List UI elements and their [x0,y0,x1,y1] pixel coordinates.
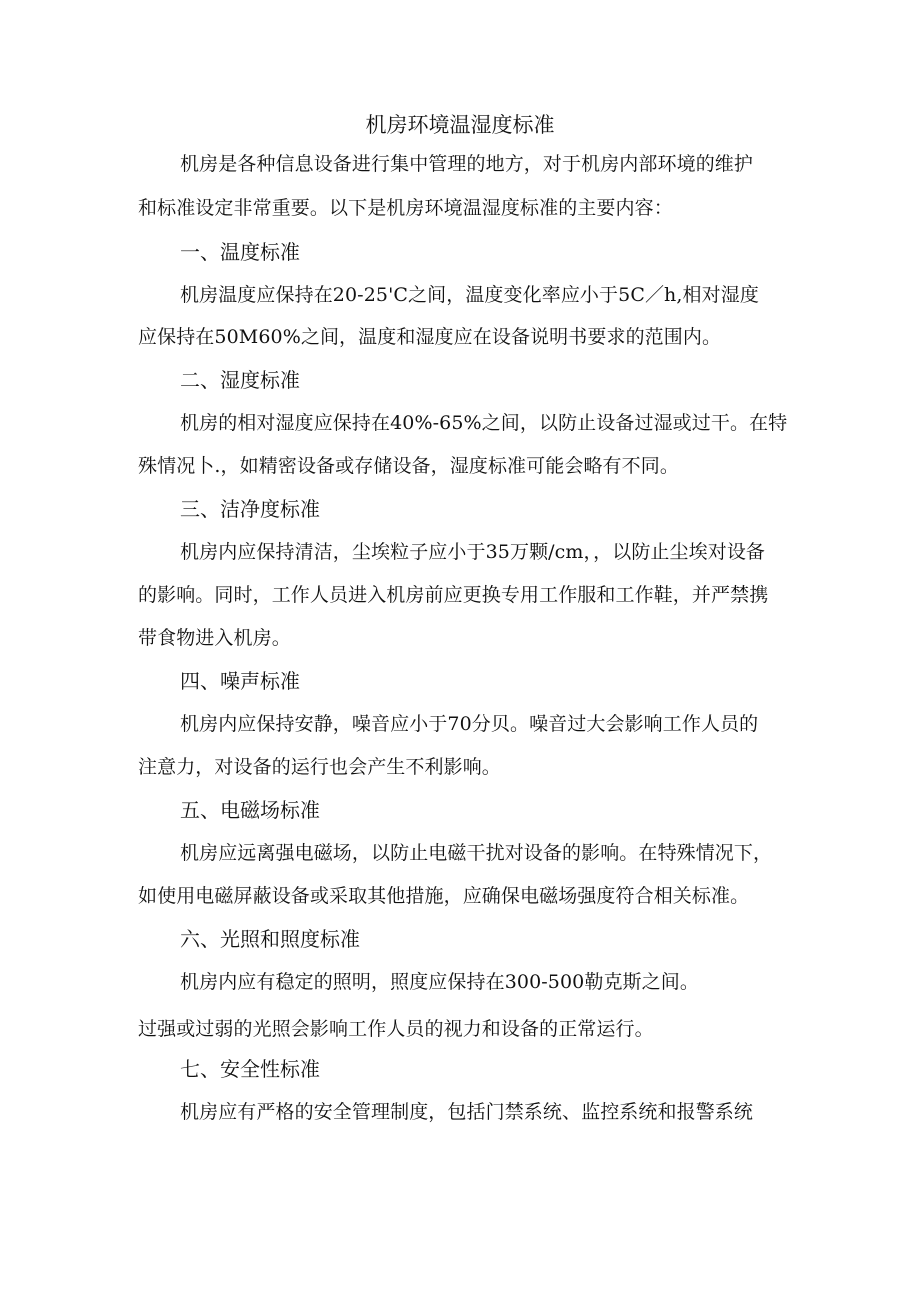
section-emf-line-1: 机房应远离强电磁场，以防止电磁干扰对设备的影响。在特殊情况下， [180,842,773,864]
section-noise-line-1: 机房内应保持安静，噪音应小于70分贝。噪音过大会影响工作人员的 [180,713,759,735]
section-cleanliness-line-1: 机房内应保持清洁，尘埃粒子应小于35万颗/cm，，以防止尘埃对设备 [180,541,766,563]
section-heading-temperature: 一、温度标准 [180,240,300,264]
section-emf-line-2: 如使用电磁屏蔽设备或采取其他措施，应确保电磁场强度符合相关标准。 [138,885,750,907]
section-temperature-line-1: 机房温度应保持在20-25'C之间，温度变化率应小于5C／h,相对湿度 [180,284,759,306]
section-noise-line-2: 注意力，对设备的运行也会产生不利影响。 [138,756,501,778]
section-humidity-line-1: 机房的相对湿度应保持在40%-65%之间，以防止设备过湿或过干。在特 [180,412,788,434]
section-lighting-line-2: 过强或过弱的光照会影响工作人员的视力和设备的正常运行。 [138,1018,654,1040]
intro-line-2: 和标准设定非常重要。以下是机房环境温湿度标准的主要内容： [138,197,673,219]
section-temperature-line-2: 应保持在50M60%之间，温度和湿度应在设备说明书要求的范围内。 [138,326,722,348]
document-title: 机房环境温湿度标准 [365,113,555,137]
section-heading-noise: 四、噪声标准 [180,669,300,693]
section-heading-security: 七、安全性标准 [180,1057,320,1081]
section-humidity-line-2: 殊情况卜.，如精密设备或存储设备，湿度标准可能会略有不同。 [138,455,679,477]
section-cleanliness-line-3: 带食物进入机房。 [138,627,291,649]
intro-line-1: 机房是各种信息设备进行集中管理的地方，对于机房内部环境的维护 [180,153,754,175]
section-heading-lighting: 六、光照和照度标准 [180,927,360,951]
section-lighting-line-1: 机房内应有稳定的照明，照度应保持在300-500勒克斯之间。 [180,971,699,993]
section-security-line-1: 机房应有严格的安全管理制度，包括门禁系统、监控系统和报警系统 [180,1101,754,1123]
section-heading-humidity: 二、湿度标准 [180,368,300,392]
section-cleanliness-line-2: 的影响。同时，工作人员进入机房前应更换专用工作服和工作鞋，并严禁携 [138,584,769,606]
section-heading-cleanliness: 三、洁净度标准 [180,497,320,521]
section-heading-emf: 五、电磁场标准 [180,798,320,822]
